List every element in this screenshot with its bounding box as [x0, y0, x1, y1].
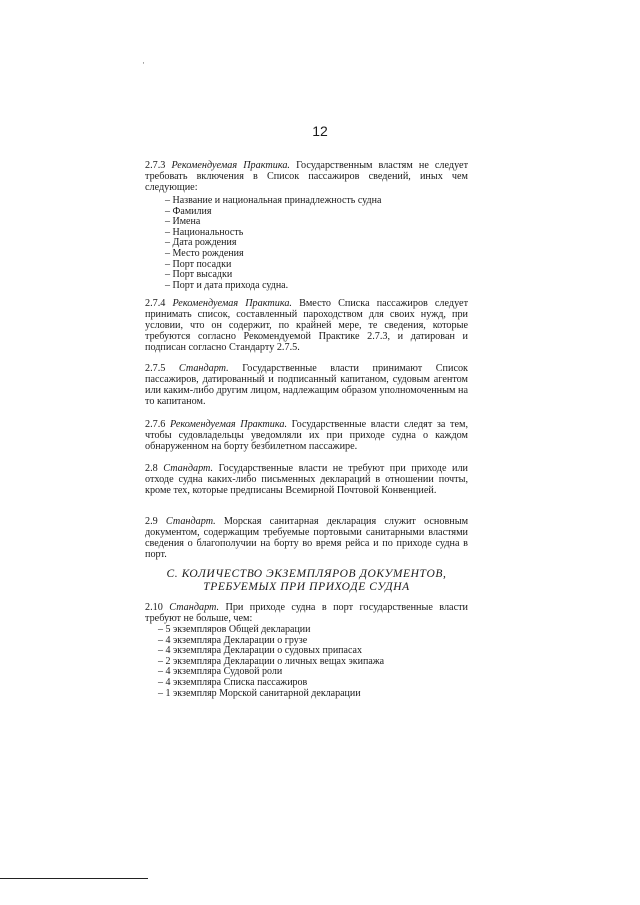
page-number: 12 — [312, 123, 328, 139]
passenger-list-fields — [165, 196, 468, 291]
paragraph-2-7-4 — [145, 298, 468, 353]
list-item: – 5 экземпляров Общей декларации — [158, 625, 468, 636]
paragraph-ref: 2.8 — [145, 463, 158, 474]
paragraph-kind: Стандарт. — [165, 516, 216, 527]
paragraph-kind: Стандарт. — [169, 602, 220, 613]
bottom-rule — [0, 878, 148, 879]
paragraph-kind: Рекомендуемая Практика. — [171, 160, 290, 171]
list-item: – 1 экземпляр Морской санитарной декларации — [158, 689, 468, 700]
paragraph-2-9 — [145, 516, 468, 560]
paragraph-ref: 2.7.6 — [145, 419, 166, 430]
paragraph-kind: Стандарт. — [178, 363, 229, 374]
list-item: – 4 экземпляра Судовой роли — [158, 667, 468, 678]
paragraph-ref: 2.7.3 — [145, 160, 166, 171]
paragraph-ref: 2.7.5 — [145, 363, 166, 374]
list-item: – Дата рождения — [165, 238, 468, 249]
list-item: – Имена — [165, 217, 468, 228]
paragraph-kind: Рекомендуемая Практика. — [172, 298, 292, 309]
section-c-heading — [145, 568, 468, 593]
section-c-heading-line2: ТРЕБУЕМЫХ ПРИ ПРИХОДЕ СУДНА — [203, 580, 410, 593]
copies-list — [158, 625, 468, 699]
paragraph-2-7-5 — [145, 363, 468, 407]
paragraph-kind: Стандарт. — [163, 463, 214, 474]
list-item: – 4 экземпляра Декларации о судовых припасах — [158, 646, 468, 657]
paragraph-text: Вместо Списка пассажиров следует принимать список, составленный пароходством для своих нужд, при условии, что он содержит, по крайней мере, те сведения, которые требуются согласно Рекомендуемой Практике 2.7.3, и датирован и подписан согласно Стандарту 2.7.5. — [145, 298, 469, 353]
paragraph-text: Морская санитарная декларация служит основным документом, содержащим требуемые портовыми санитарными властями сведения о благополучии на борту во время рейса и по приходе судна в порт. — [145, 516, 469, 560]
paragraph-text: Государственным властям не следует требовать включения в Список пассажиров сведений, иных чем следующие: — [145, 160, 469, 193]
paragraph-2-7-3 — [145, 160, 468, 193]
paragraph-kind: Рекомендуемая Практика. — [169, 419, 288, 430]
paragraph-2-10 — [145, 602, 468, 624]
list-item: – 4 экземпляра Списка пассажиров — [158, 678, 468, 689]
list-item: – Порт посадки — [165, 260, 468, 271]
paragraph-ref: 2.7.4 — [145, 298, 166, 309]
paragraph-2-7-6 — [145, 419, 468, 452]
list-item: – Название и национальная принадлежность судна — [165, 196, 468, 207]
section-2-10 — [145, 602, 468, 699]
list-item: – Порт и дата прихода судна. — [165, 281, 468, 292]
section-c-heading-line1: C. КОЛИЧЕСТВО ЭКЗЕМПЛЯРОВ ДОКУМЕНТОВ, — [166, 568, 447, 580]
list-item: – Национальность — [165, 228, 468, 239]
paragraph-text: Государственные власти не требуют при приходе или отходе судна каких-либо письменных деклараций в отношении почты, кроме тех, которые предписаны Всемирной Почтовой Конвенцией. — [145, 463, 469, 496]
list-item: – 2 экземпляра Декларации о личных вещах экипажа — [158, 657, 468, 668]
paragraph-2-8 — [145, 463, 468, 496]
list-item: – Место рождения — [165, 249, 468, 260]
list-item: – Фамилия — [165, 207, 468, 218]
paragraph-text: Государственные власти принимают Список пассажиров, датированный и подписанный капитаном, судовым агентом или каким-либо другим лицом, надлежащим образом уполномоченным на то капитаном. — [145, 363, 469, 407]
paragraph-text: При приходе судна в порт государственные власти требуют не больше, чем: — [145, 602, 468, 624]
list-item: – Порт высадки — [165, 270, 468, 281]
scan-mark: · — [142, 58, 145, 68]
list-item: – 4 экземпляра Декларации о грузе — [158, 636, 468, 647]
section-2-7-3 — [145, 160, 468, 291]
paragraph-text: Государственные власти следят за тем, чтобы судовладельцы уведомляли их при приходе судна о каждом обнаруженном на борту безбилетном пассажире. — [145, 419, 469, 452]
paragraph-ref: 2.9 — [145, 516, 158, 527]
paragraph-ref: 2.10 — [145, 602, 163, 613]
